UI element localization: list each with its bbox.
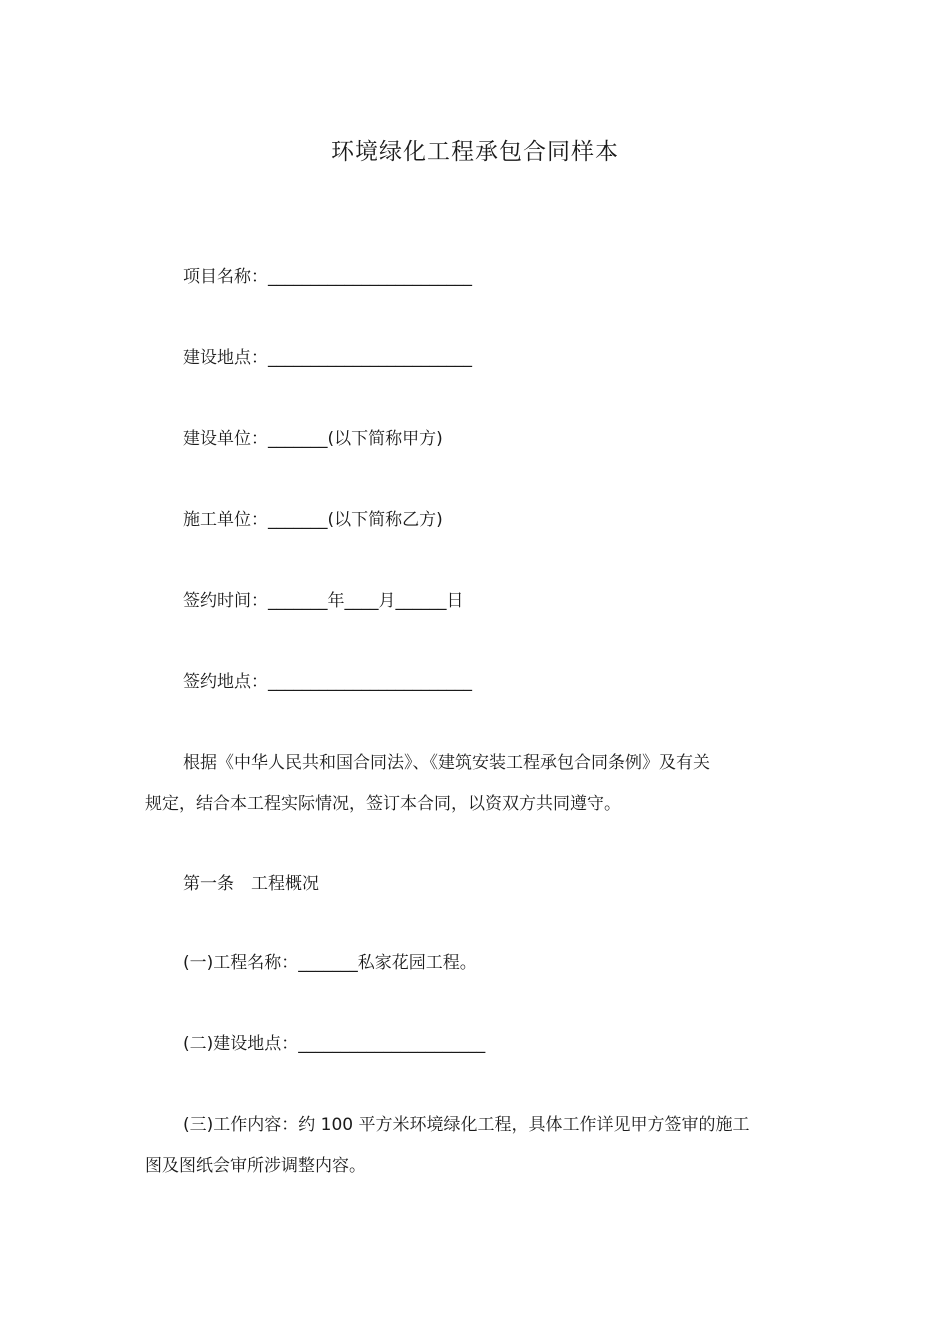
article-1-item-3-line-2: 图及图纸会审所涉调整内容。: [145, 1156, 366, 1176]
article-1-item-3-line-1: (三)工作内容：约 100 平方米环境绿化工程，具体工作详见甲方签审的施工: [183, 1115, 750, 1135]
article-1-heading: 第一条 工程概况: [183, 874, 319, 894]
field-build-location: 建设地点：________________________: [183, 348, 472, 368]
preamble-line-2: 规定，结合本工程实际情况，签订本合同，以资双方共同遵守。: [145, 794, 621, 814]
article-1-item-2: (二)建设地点：______________________: [183, 1034, 486, 1054]
field-sign-location: 签约地点：________________________: [183, 672, 472, 692]
field-project-name: 项目名称：________________________: [183, 267, 472, 287]
field-construction-unit: 施工单位：_______(以下简称乙方): [183, 510, 443, 530]
document-title: 环境绿化工程承包合同样本: [331, 139, 619, 165]
article-1-item-1: (一)工程名称：_______私家花园工程。: [183, 953, 477, 973]
field-build-unit: 建设单位：_______(以下简称甲方): [183, 429, 443, 449]
preamble-line-1: 根据《中华人民共和国合同法》、《建筑安装工程承包合同条例》及有关: [183, 753, 710, 773]
field-sign-time: 签约时间：_______年____月______日: [183, 591, 464, 611]
